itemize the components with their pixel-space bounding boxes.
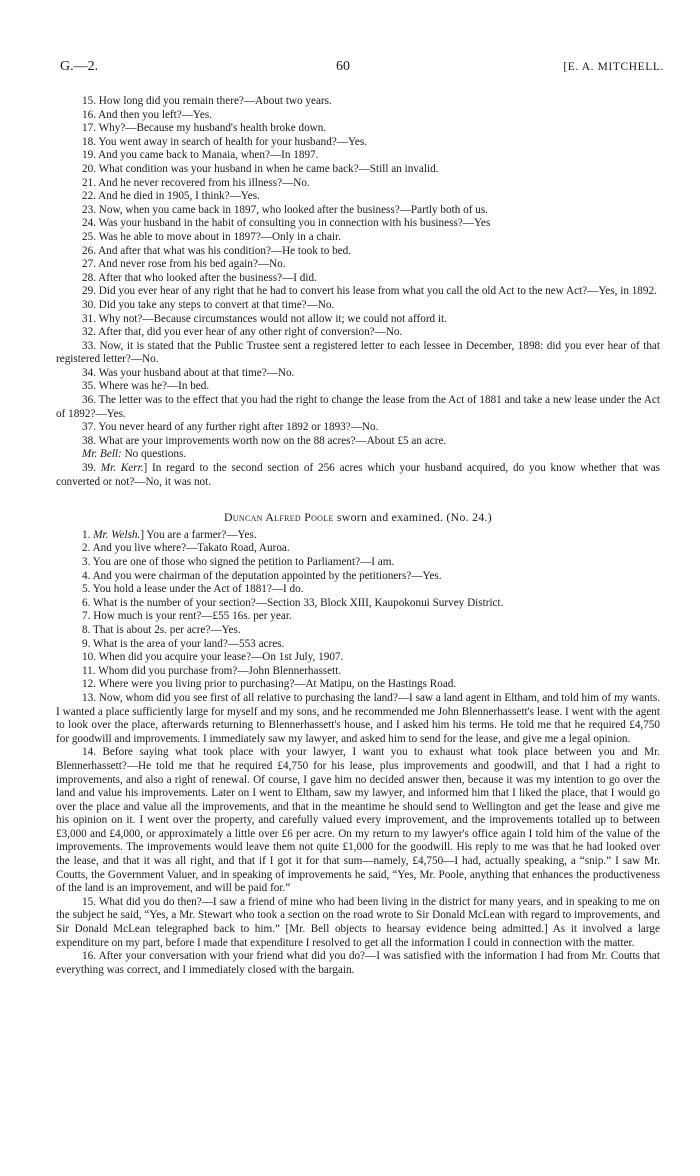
question-34: 34. Was your husband about at that time?—No. (82, 366, 295, 379)
question-18: 18. You went away in search of health for your husband?—Yes. (82, 135, 368, 148)
question-22: 22. And he died in 1905, I think?—Yes. (82, 190, 260, 203)
page-number: 60 (336, 59, 350, 74)
question-31: 31. Why not?—Because circumstances would not allow it; we could not afford it. (82, 312, 447, 325)
question-33: 33. Now, it is stated that the Public Trustee sent a registered letter to each lessee in December, 1898: did you ever hear of that registered letter?—No. (56, 339, 660, 366)
question-38: 38. What are your improvements worth now on the 88 acres?—About £5 an acre. (82, 434, 447, 447)
question-37: 37. You never heard of any further right after 1892 or 1893?—No. (82, 421, 379, 434)
question-27: 27. And never rose from his bed again?—No. (82, 258, 286, 271)
question-39 (56, 462, 660, 489)
p2-question-13: 13. Now, whom did you see first of all relative to purchasing the land?—I saw a land agent in Eltham, and told him of my wants. I wanted a place sufficiently large for myself and my sons, and he recommended me John Blennerhassett's lease. I went with the agent to look over the place, afterwards returning to Blennerhassett's house, and I asked him his terms. He told me that he required £4,750 for goodwill and improvements. I immediately saw my lawyer, and asked him to send for the lease, and give me a legal opinion. (56, 691, 660, 745)
question-28: 28. After that who looked after the business?—I did. (82, 271, 317, 284)
question-21: 21. And he never recovered from his illness?—No. (82, 176, 310, 189)
question-20: 20. What condition was your husband in when he came back?—Still an invalid. (82, 162, 439, 175)
question-36: 36. The letter was to the effect that you had the right to change the lease from the Act of 1881 and take a new lease under the Act of 1892?—Yes. (56, 394, 660, 420)
witness-heading-text: sworn and examined. (No. 24.) (333, 510, 493, 525)
question-23: 23. Now, when you came back in 1897, who looked after the business?—Partly both of us. (82, 203, 488, 216)
p2-question-9: 9. What is the area of your land?—553 acres. (82, 637, 285, 650)
document-body (56, 95, 660, 977)
p2-question-5: 5. You hold a lease under the Act of 1881?—I do. (82, 583, 304, 596)
p2-q1-number: 1. (82, 528, 94, 541)
bell-text: No questions. (121, 448, 187, 461)
witness-name: Duncan Alfred Poole (223, 510, 334, 525)
p2-question-1 (56, 529, 660, 543)
p2-q1-text: ] You are a farmer?—Yes. (140, 528, 257, 541)
question-26: 26. And after that what was his condition?—He took to bed. (82, 244, 352, 257)
question-25: 25. Was he able to move about in 1897?—Only in a chair. (82, 230, 341, 243)
bell-speaker: Mr. Bell: (82, 448, 122, 461)
question-24: 24. Was your husband in the habit of consulting you in connection with his business?—Yes (82, 217, 491, 230)
q39-number: 39. (82, 462, 101, 475)
question-17: 17. Why?—Because my husband's health broke down. (82, 122, 327, 135)
header-reference: G.—2. (60, 59, 99, 74)
question-16: 16. And then you left?—Yes. (82, 108, 212, 121)
question-15: 15. How long did you remain there?—About two years. (82, 95, 332, 107)
header-witness: [E. A. MITCHELL. (563, 61, 664, 73)
p2-question-11: 11. Whom did you purchase from?—John Blennerhassett. (82, 664, 342, 677)
p2-question-15: 15. What did you do then?—I saw a friend of mine who had been living in the district for many years, and in speaking to me on the subject he said, “Yes, a Mr. Stewart who took a section on the road wrote to Sir Donald McLean with regard to improvements, and Sir Donald McLean telegraphed back to him.” [Mr. Bell objects to hearsay evidence being admitted.] As it involved a large expenditure on my part, before I made that expenditure I resolved to get all the information I could in connection with the matter. (56, 895, 660, 949)
p2-question-8: 8. That is about 2s. per acre?—Yes. (82, 623, 241, 636)
evidence-section-1 (56, 95, 660, 489)
question-32: 32. After that, did you ever hear of any other right of conversion?—No. (82, 326, 403, 339)
p2-question-4: 4. And you were chairman of the deputation appointed by the petitioners?—Yes. (82, 569, 442, 582)
p2-question-6: 6. What is the number of your section?—Section 33, Block XIII, Kaupokonui Survey District. (82, 596, 504, 609)
witness-heading (56, 511, 660, 525)
p2-question-14: 14. Before saying what took place with your lawyer, I want you to exhaust what took place between you and Mr. Blennerhassett?—He told me that he required £4,750 for his lease, plus improvements and goodwill, and that I had a right to improvements, and also a right of renewal. Of course, I gave him no decided answer then, because it was my intention to go over the land and value his improvements. Later on I went to Eltham, saw my lawyer, and informed him that I liked the place, that I would go over the place and value all the improvements, and that in the meantime he should send to Wellington and get the lease and give me his opinion on it. I went over the property, and carefully valued every improvement, and the improvements totalled up to between £3,000 and £4,000, or approximately a little over £6 per acre. On my return to my lawyer's office again I told him of the value of the improvements. The improvements would leave them not quite £1,000 for the goodwill. His reply to me was that he had looked over the lease, and that it was all right, and that if I got it for that sum—namely, £4,750—I had, actually speaking, a “snip.” I saw Mr. Coutts, the Government Valuer, and in speaking of improvements he said, “Yes, Mr. Poole, anything that enhances the productiveness of the land is an improvement, and will be paid for.” (56, 746, 660, 895)
p2-q1-speaker: Mr. Welsh. (93, 528, 141, 541)
question-35: 35. Where was he?—In bed. (82, 380, 210, 393)
p2-question-10: 10. When did you acquire your lease?—On 1st July, 1907. (82, 651, 344, 664)
evidence-section-2 (56, 511, 660, 977)
question-19: 19. And you came back to Manaia, when?—In 1897. (82, 149, 319, 162)
question-29: 29. Did you ever hear of any right that he had to convert his lease from what you call the old Act to the new Act?—Yes, in 1892. (82, 285, 657, 298)
p2-question-2: 2. And you live where?—Takato Road, Auroa. (82, 542, 290, 555)
bell-note (56, 448, 660, 462)
p2-question-7: 7. How much is your rent?—£55 16s. per year. (82, 610, 292, 623)
q39-text: ] In regard to the second section of 256 acres which your husband acquired, do you know whether that was converted or not?—No, it was not. (56, 462, 661, 488)
question-30: 30. Did you take any steps to convert at that time?—No. (82, 298, 335, 311)
p2-question-12: 12. Where were you living prior to purchasing?—At Matipu, on the Hastings Road. (82, 678, 457, 691)
p2-question-3: 3. You are one of those who signed the petition to Parliament?—I am. (82, 556, 395, 568)
q39-speaker: Mr. Kerr. (100, 462, 144, 475)
page-header (60, 60, 664, 80)
p2-question-16: 16. After your conversation with your friend what did you do?—I was satisfied with the information I had from Mr. Coutts that everything was correct, and I immediately closed with the bargain. (56, 950, 660, 976)
